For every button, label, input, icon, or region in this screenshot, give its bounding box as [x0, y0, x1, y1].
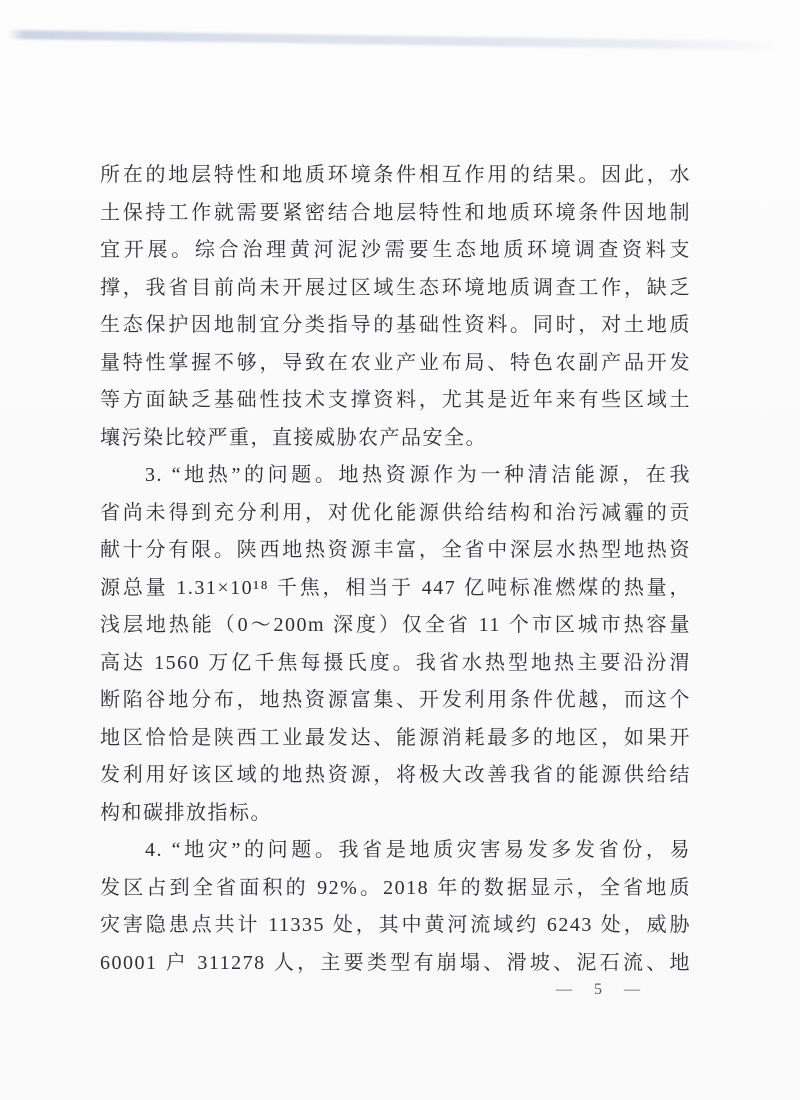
- body-text-line: 献十分有限。陕西地热资源丰富，全省中深层水热型地热资: [100, 539, 691, 561]
- body-text-line: 量特性掌握不够，导致在农业产业布局、特色农副产品开发: [100, 351, 691, 374]
- document-body-text: [100, 157, 691, 982]
- body-text-line: 等方面缺乏基础性技术支撑资料，尤其是近年来有些区域土: [100, 389, 691, 411]
- page-number: — 5 —: [556, 981, 642, 998]
- body-text-line: 宜开展。综合治理黄河泥沙需要生态地质环境调查资料支: [100, 239, 691, 261]
- body-text-line: 构和碳排放指标。: [100, 801, 272, 824]
- body-text-line: 省尚未得到充分利用，对优化能源供给结构和治污减霾的贡: [100, 501, 691, 524]
- body-text-line: 土保持工作就需要紧密结合地层特性和地质环境条件因地制: [100, 201, 691, 224]
- body-text-line: 断陷谷地分布，地热资源富集、开发利用条件优越，而这个: [100, 689, 691, 711]
- body-text-line: 所在的地层特性和地质环境条件相互作用的结果。因此，水: [100, 164, 691, 186]
- body-text-line: 撑，我省目前尚未开展过区域生态环境地质调查工作，缺乏: [100, 276, 691, 299]
- body-text-line: 壤污染比较严重，直接威胁农产品安全。: [100, 426, 487, 449]
- body-text-line: 浅层地热能（0～200m 深度）仅全省 11 个市区城市热容量: [100, 614, 691, 636]
- body-text-line: 4. “地灾”的问题。我省是地质灾害易发多发省份，易: [145, 839, 691, 861]
- body-text-line: 生态保护因地制宜分类指导的基础性资料。同时，对土地质: [100, 314, 691, 336]
- body-text-line: 3. “地热”的问题。地热资源作为一种清洁能源，在我: [145, 464, 691, 486]
- body-text-line: 地区恰恰是陕西工业最发达、能源消耗最多的地区，如果开: [100, 726, 691, 749]
- body-text-line: 60001 户 311278 人，主要类型有崩塌、滑坡、泥石流、地: [100, 951, 691, 974]
- scanner-artifact-band: [8, 30, 780, 50]
- body-text-line: 灾害隐患点共计 11335 处，其中黄河流域约 6243 处，威胁: [100, 914, 691, 936]
- body-text-line: 高达 1560 万亿千焦每摄氏度。我省水热型地热主要沿汾渭: [100, 651, 691, 674]
- body-text-line: 发区占到全省面积的 92%。2018 年的数据显示，全省地质: [100, 876, 691, 899]
- body-text-line: 发利用好该区域的地热资源，将极大改善我省的能源供给结: [100, 764, 691, 786]
- body-text-line: 源总量 1.31×10¹⁸ 千焦，相当于 447 亿吨标准燃煤的热量，: [100, 576, 691, 599]
